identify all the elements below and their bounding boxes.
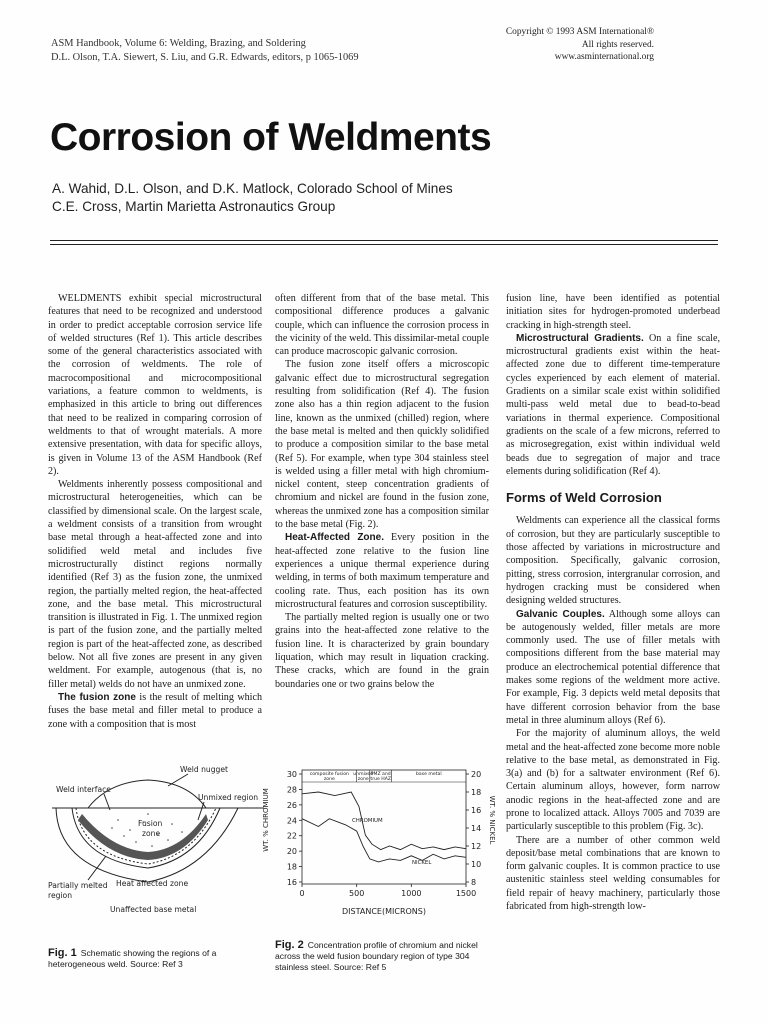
zone-unmixed-label: unmixed <box>353 772 374 777</box>
label-chromium: CHROMIUM <box>352 818 383 824</box>
run-in-heading: Microstructural Gradients. <box>516 332 644 344</box>
y-tick-label-right: 8 <box>471 878 477 887</box>
y-tick-label-left: 20 <box>286 847 297 857</box>
article-title: Corrosion of Weldments <box>50 116 492 159</box>
figure-1-weld-schematic <box>48 760 268 930</box>
paragraph: Weldments can experience all the classical forms of corrosion, but they are particularly susceptible to those affected by variations in microstructure and composition. Specifically, galvanic corrosion, pitting, stress corrosion, intergranular corrosion, and hydrogen cracking must be considered when designing welded structures. <box>506 515 720 607</box>
x-axis-label: DISTANCE(MICRONS) <box>342 907 426 916</box>
column-2 <box>275 292 489 691</box>
copyright-line: Copyright © 1993 ASM International® <box>505 27 654 37</box>
paragraph <box>506 608 720 728</box>
zone-base-metal-label: base metal <box>416 772 442 777</box>
weld-nugget-leader <box>168 774 188 786</box>
plot-frame <box>302 770 466 884</box>
zone-fusion-label: composite fusion <box>309 772 349 777</box>
header-volume: ASM Handbook, Volume 6: Welding, Brazing, and Soldering <box>51 38 306 49</box>
paragraph-text: is the result of melting which fuses the base metal and filler metal to produce a zone with a composition that is most <box>48 691 263 730</box>
paragraph-text: Although some alloys can be autogenously welded, filler metals are more commonly used. The use of filler metals with compositions different from the base material may produce an electrochemical potential difference that makes some regions of the weldment more active. For example, Fig. 3 depicts weld metal deposits that have different corrosion behavior from the base metal in three aluminum alloys (Ref 6). <box>506 608 721 726</box>
y-axis-label-right: WT. % NICKEL <box>488 795 496 845</box>
y-tick-label-left: 28 <box>286 785 297 795</box>
x-tick-label: 1000 <box>401 889 422 898</box>
paragraph <box>48 691 262 731</box>
column-3 <box>506 292 720 913</box>
zone-pmz-haz-label-2: true HAZ <box>370 777 392 782</box>
run-in-heading: Heat-Affected Zone. <box>285 532 384 544</box>
paragraph: There are a number of other common weld deposit/base metal combinations that are known to form galvanic couples. It is common practice to use austenitic stainless steel welding consumables for field repair of heavy machinery, particularly those fabricated from high-strength low- <box>506 834 720 913</box>
figure-2-caption-text: Concentration profile of chromium and nickel across the weld fusion boundary region of type 304 stainless steel. Source: Ref 5 <box>275 940 478 972</box>
run-in-heading: Galvanic Couples. <box>516 608 605 620</box>
figure-2-concentration-chart <box>256 756 502 936</box>
figure-1-caption <box>48 948 262 970</box>
section-heading: Forms of Weld Corrosion <box>506 490 662 506</box>
y-tick-label-left: 18 <box>286 862 297 872</box>
series-line-chromium <box>302 819 466 862</box>
figure-2-number: Fig. 2 <box>275 939 304 951</box>
rights-line: All rights reserved. <box>581 39 654 50</box>
title-rule-bottom <box>50 244 718 245</box>
unmixed-leader <box>198 802 204 820</box>
figure-2-caption <box>275 940 491 973</box>
paragraph: often different from that of the base metal. This compositional difference produces a galvanic couple, which can influence the corrosion process in the vicinity of the weld. This dissimilar-metal couple can produce macroscopic galvanic corrosion. <box>275 293 489 358</box>
label-region: region <box>48 891 73 900</box>
figure-1-caption-text: Schematic showing the regions of a heterogeneous weld. Source: Ref 3 <box>48 948 217 969</box>
paragraph <box>506 332 720 478</box>
zone-pmz-haz-label: PMZ and <box>370 772 391 777</box>
label-heat-affected-zone: Heat affected zone <box>116 879 189 888</box>
run-in-heading: The fusion zone <box>58 691 136 703</box>
paragraph-text: Every position in the heat-affected zone relative to the fusion line experiences a unique thermal experience during welding, in terms of both maximum temperature and cooling rate. Thus, each position has its own microstructural features and corrosion susceptibility. <box>275 532 490 610</box>
header-citation <box>51 37 359 65</box>
title-rule-top <box>50 240 718 241</box>
paragraph: For the majority of aluminum alloys, the weld metal and the heat-affected zone become more noble relative to the base metal, as demonstrated in Fig. 3(a) and (b) for a saltwater environment (Ref 6). Certain aluminum alloys, however, form narrow anodic regions in the heat-affected zone and are prone to localized attack. Alloys 7005 and 7039 are particularly susceptible to this problem (Fig. 3c). <box>506 728 720 833</box>
y-tick-label-left: 26 <box>286 800 297 810</box>
label-nickel: NICKEL <box>412 860 432 866</box>
paragraph: The fusion zone itself offers a microscopic galvanic effect due to microstructural segregation resulting from solidification (Ref 4). The fusion zone also has a thin region adjacent to the fusion line, known as the unmixed (chilled) region, where the base metal is melted and then quickly solidified to produce a composition similar to the base metal (Ref 5). For example, when type 304 stainless steel is welded using a filler metal with high chromium-nickel content, steep concentration gradients of chromium and nickel are found in the fusion zone, whereas the unmixed zone has a composition similar to the base metal (Fig. 2). <box>275 359 489 531</box>
y-tick-label-right: 18 <box>471 788 482 797</box>
y-tick-label-left: 30 <box>286 770 297 779</box>
header-editors: D.L. Olson, T.A. Siewert, S. Liu, and G.R. Edwards, editors, p 1065-1069 <box>51 52 359 63</box>
label-unmixed-region: Unmixed region <box>198 793 259 802</box>
zone-unmixed-label-2: zone <box>357 777 369 782</box>
y-tick-label-left: 22 <box>286 831 297 841</box>
label-partially-melted: Partially melted <box>48 881 108 890</box>
header-copyright <box>506 26 654 64</box>
y-tick-label-right: 10 <box>471 860 482 869</box>
paragraph: WELDMENTS exhibit special microstructural features that need to be recognized and understood in order to predict acceptable corrosion service life of welded structures (Ref 1). This article describes some of the general characteristics associated with the corrosion of weldments. The role of macrocompositional and microcompositional variations, a feature common to weldments, is emphasized in this article to bring out differences that need to be realized in comparing corrosion of weldments to that of wrought materials. A more extensive presentation, with data for specific alloys, is given in Volume 13 of the ASM Handbook (Ref 2). <box>48 293 262 477</box>
y-axis-label-left: WT. % CHROMIUM <box>262 788 270 852</box>
paragraph-text: On a fine scale, microstructural gradients exist within the heat-affected zone due to different time-temperature cycles experienced by each element of material. Gradients on a similar scale exist within solidified multi-pass weld metal due to bead-to-bead variations in thermal experience. Compositional gradients on the scale of a few microns, referred to as microsegregation, exist within individual weld beads due to segregation of major and trace elements during solidification (Ref 4). <box>506 332 720 477</box>
y-tick-label-right: 12 <box>471 842 482 851</box>
label-weld-interface: Weld interface <box>56 785 111 794</box>
website-link[interactable]: www.asminternational.org <box>554 52 654 62</box>
zone-fusion-label-2: zone <box>323 777 335 782</box>
y-tick-label-left: 24 <box>286 816 297 826</box>
x-tick-label: 500 <box>349 889 365 898</box>
x-tick-label: 1500 <box>455 889 477 898</box>
paragraph <box>275 531 489 611</box>
label-fusion: Fusion <box>138 819 163 828</box>
authors-line-1: A. Wahid, D.L. Olson, and D.K. Matlock, Colorado School of Mines <box>52 181 453 196</box>
authors <box>52 180 453 216</box>
y-tick-label-right: 16 <box>471 806 482 815</box>
label-unaffected-base-metal: Unaffected base metal <box>110 905 197 914</box>
partially-melted-leader <box>88 856 106 880</box>
x-tick-label: 0 <box>299 889 305 898</box>
y-tick-label-left: 16 <box>286 878 297 887</box>
authors-line-2: C.E. Cross, Martin Marietta Astronautics Group <box>52 199 336 214</box>
paragraph: Weldments inherently possess compositional and microstructural heterogeneities, which can be classified by dimensional scale. On the largest scale, a weldment consists of a transition from wrought base metal through a heat-affected zone and into solidified weld metal and includes five microstructurally distinct regions normally identified (Ref 3) as the fusion zone, the unmixed region, the partially melted region, the heat-affected zone, and the base metal. This microstructural transition is illustrated in Fig. 1. The unmixed region is part of the fusion zone, and the partially melted region is part of the heat-affected zone, as described below. Not all five zones are present in any given weldment. For example, autogenous (that is, no filler metal) welds do not have an unmixed zone. <box>48 479 262 690</box>
paragraph: The partially melted region is usually one or two grains into the heat-affected zone relative to the fusion line. It is characterized by grain boundary liquation, which may result in liquation cracking. These cracks, which are found in the grain boundaries one or two grains below the <box>275 612 489 690</box>
figure-1-number: Fig. 1 <box>48 947 77 959</box>
y-tick-label-right: 20 <box>471 770 482 779</box>
label-weld-nugget: Weld nugget <box>180 765 228 774</box>
column-1 <box>48 292 262 731</box>
paragraph: fusion line, have been identified as potential initiation sites for hydrogen-promoted underbead cracking in high-strength steel. <box>506 293 720 331</box>
label-zone: zone <box>142 829 161 838</box>
y-tick-label-right: 14 <box>471 824 482 833</box>
